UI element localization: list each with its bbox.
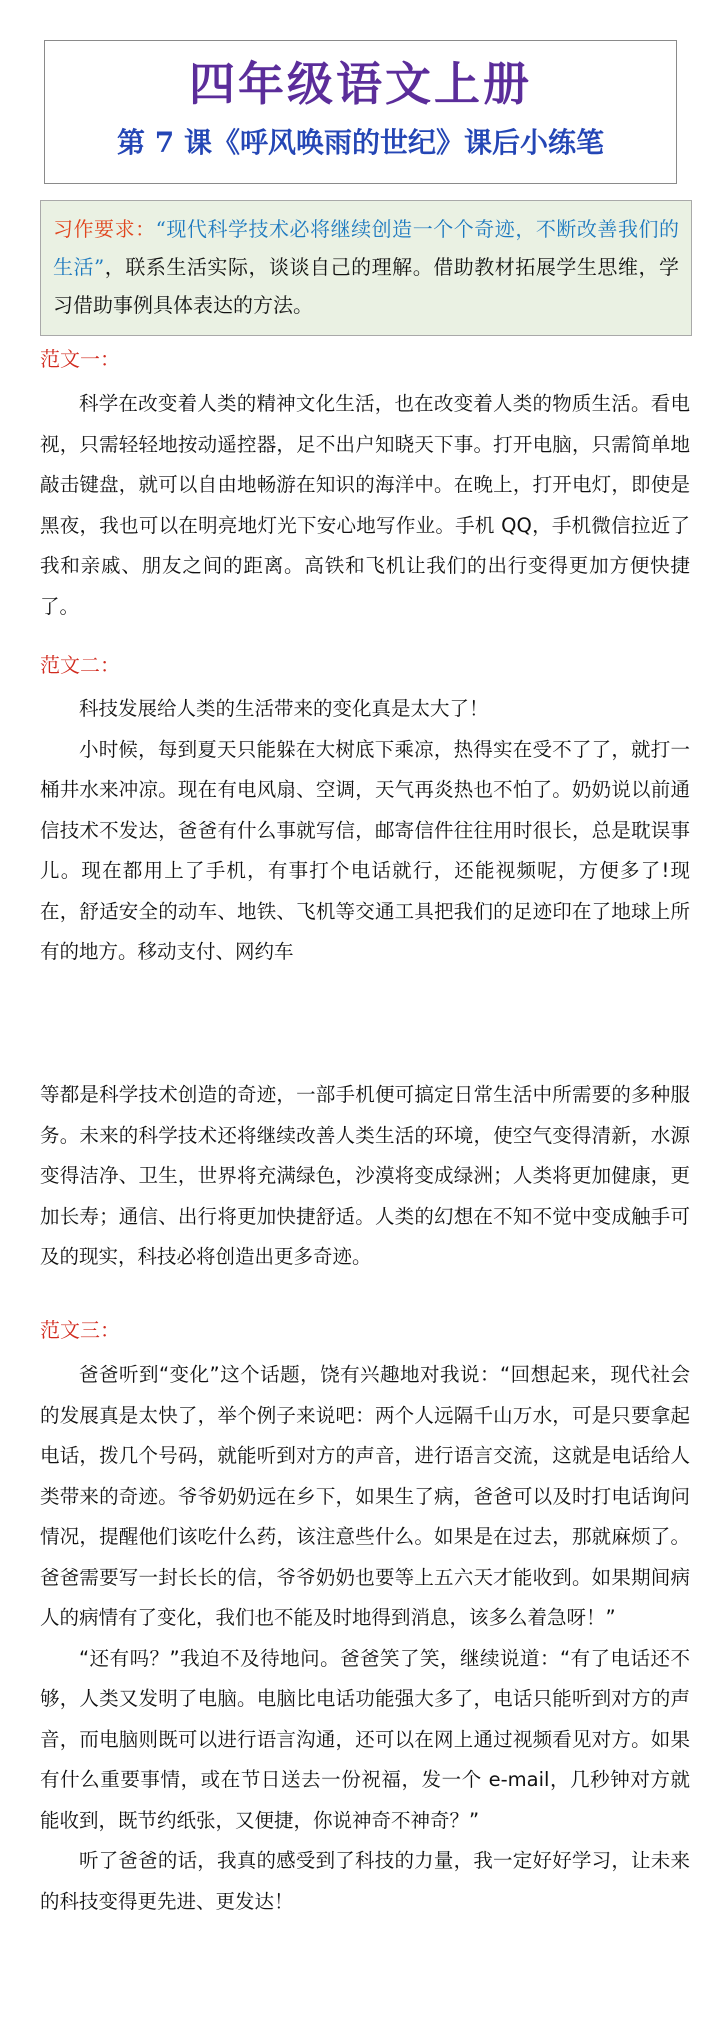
essay-3-paragraph: 听了爸爸的话，我真的感受到了科技的力量，我一定好好学习，让未来的科技变得更先进、更发达！ <box>40 1849 690 1913</box>
essay-2-body <box>40 689 690 973</box>
essay-2-continuation <box>40 1075 690 1278</box>
requirement-label: 习作要求： <box>53 217 156 241</box>
essay-3-paragraph: “还有吗？”我迫不及待地问。爸爸笑了笑，继续说道：“有了电话还不够，人类又发明了电脑。电脑比电话功能强大多了，电话只能听到对方的声音，而电脑则既可以进行语言沟通，还可以在网上通过视频看见对方。如果有什么重要事情，或在节日送去一份祝福，发一个 e-mail，几秒钟对方就能收到，既节约纸张，又便捷，你说神奇不神奇？” <box>40 1646 690 1832</box>
essay-3-label: 范文三： <box>40 1318 120 1342</box>
lesson-subtitle: 第 7 课《呼风唤雨的世纪》课后小练笔 <box>117 126 604 159</box>
essay-1-body <box>40 384 690 627</box>
writing-requirement-box <box>40 200 692 336</box>
title-box <box>44 40 677 184</box>
requirement-quote: “现代科学技术必将继续创造一个个奇迹，不断改善我们的生活” <box>53 217 680 279</box>
essay-2-paragraph-continued: 等都是科学技术创造的奇迹，一部手机便可搞定日常生活中所需要的多种服务。未来的科学技术还将继续改善人类生活的环境，使空气变得清新，水源变得洁净、卫生，世界将充满绿色，沙漠将变成绿洲；人类将更加健康，更加长寿；通信、出行将更加快捷舒适。人类的幻想在不知不觉中变成触手可及的现实，科技必将创造出更多奇迹。 <box>40 1083 690 1268</box>
requirement-text: ，联系生活实际，谈谈自己的理解。借助教材拓展学生思维，学习借助事例具体表达的方法。 <box>53 255 679 317</box>
essay-1-paragraph: 科学在改变着人类的精神文化生活，也在改变着人类的物质生活。看电视，只需轻轻地按动遥控器，足不出户知晓天下事。打开电脑，只需简单地敲击键盘，就可以自由地畅游在知识的海洋中。在晚上，打开电灯，即使是黑夜，我也可以在明亮地灯光下安心地写作业。手机 QQ，手机微信拉近了我和亲戚、朋友之间的距离。高铁和飞机让我们的出行变得更加方便快捷了。 <box>40 392 690 618</box>
essay-3-body <box>40 1355 690 1922</box>
essay-2-label: 范文二： <box>40 653 120 677</box>
page-title: 四年级语文上册 <box>189 57 532 111</box>
essay-2-paragraph: 小时候，每到夏天只能躲在大树底下乘凉，热得实在受不了了，就打一桶井水来冲凉。现在有电风扇、空调，天气再炎热也不怕了。奶奶说以前通信技术不发达，爸爸有什么事就写信，邮寄信件往往用时很长，总是耽误事儿。现在都用上了手机，有事打个电话就行，还能视频呢，方便多了!现在，舒适安全的动车、地铁、飞机等交通工具把我们的足迹印在了地球上所有的地方。移动支付、网约车 <box>40 737 690 963</box>
essay-2-paragraph: 科技发展给人类的生活带来的变化真是太大了！ <box>79 697 489 720</box>
essay-3-paragraph: 爸爸听到“变化”这个话题，饶有兴趣地对我说：“回想起来，现代社会的发展真是太快了，举个例子来说吧：两个人远隔千山万水，可是只要拿起电话，拨几个号码，就能听到对方的声音，进行语言交流，这就是电话给人类带来的奇迹。爷爷奶奶远在乡下，如果生了病，爸爸可以及时打电话询问情况，提醒他们该吃什么药，该注意些什么。如果是在过去，那就麻烦了。爸爸需要写一封长长的信，爷爷奶奶也要等上五六天才能收到。如果期间病人的病情有了变化，我们也不能及时地得到消息，该多么着急呀！” <box>40 1363 690 1629</box>
essay-1-label: 范文一： <box>40 347 120 371</box>
